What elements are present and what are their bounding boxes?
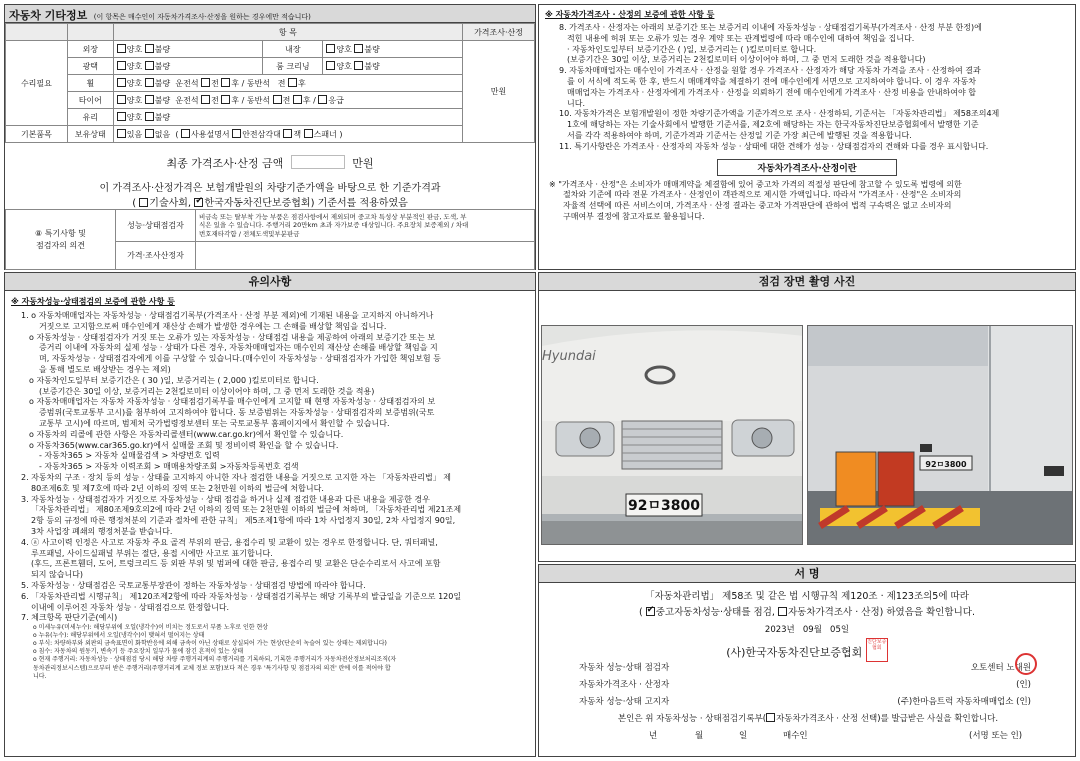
item-column-header: 항 목 bbox=[278, 27, 297, 37]
signer-value: (인) bbox=[1016, 680, 1031, 690]
basis-line-2: ( 기술사회, ✔ 한국자동차진단보증협회) 기준서를 적용하였음 bbox=[5, 194, 535, 209]
notice-line: ο 자동차인도일부터 보증기간은 ( 30 )일, 보증거리는 ( 2,000 )킬로미터로 합니다. bbox=[29, 375, 319, 385]
buyer-label: 매수인 bbox=[783, 731, 808, 741]
basic-items-label: 기본품목 bbox=[20, 129, 52, 139]
receipt-line: 본인은 위 자동차성능 · 상태점검기록부( 자동차가격조사 · 산정 선택)를 발급받은 사실을 확인합니다. bbox=[617, 714, 999, 724]
room-good-checkbox[interactable] bbox=[326, 61, 335, 70]
pg-line: 매매업자는 가격조사 · 산정자에게 가격조사 · 산정을 의뢰하기 전에 매수인에게 가격조사 · 산정 비용을 안내하여야 합 bbox=[567, 87, 976, 97]
other-info-header bbox=[5, 5, 535, 23]
notice-line: 1. ο 자동차매매업자는 자동차성능 · 상태점검기록부(가격조사 · 산정 부분 제외)에 기재된 내용을 고지하지 아니하거나 bbox=[21, 311, 434, 320]
price-checker-label: 가격·조사산정자 bbox=[127, 251, 184, 260]
signature-org bbox=[539, 638, 1075, 662]
notice-line: 2. 자동차의 구조 · 장치 등의 성능 · 상태를 고지하지 아니한 자나 점검한 내용을 거짓으로 고지한 자는 「자동차관리법」 제 bbox=[21, 472, 451, 482]
truck-front-photo bbox=[541, 325, 803, 545]
photo-section bbox=[538, 272, 1076, 562]
buyer-sign-field[interactable]: (서명 또는 인) bbox=[969, 731, 1023, 741]
gloss-good-checkbox[interactable] bbox=[117, 61, 126, 70]
notice-title: 유의사항 bbox=[5, 273, 535, 291]
glass-good-checkbox[interactable] bbox=[117, 112, 126, 121]
notice-line: ο 자동차성능 · 상태점검자가 거짓 또는 오류가 있는 자동차성능 · 상태점검 내용을 제공하여 아래의 보증기간 또는 보 bbox=[29, 332, 436, 342]
rear-plate-text: 92ㅁ3800 bbox=[925, 460, 967, 469]
basis-line-1: 이 가격조사·산정가격은 보험개발원의 차량기준가액을 바탕으로 한 기준가격과 bbox=[99, 183, 441, 194]
pg-line: 11. 특기사항란은 가격조사 · 산정자의 자동차 성능 · 상태에 대한 견해가 성능 · 상태점검자의 견해와 다를 경우 표시합니다. bbox=[559, 141, 989, 151]
interior-bad-checkbox[interactable] bbox=[354, 44, 363, 53]
row-holding: 보유상태 bbox=[74, 129, 106, 139]
pg-line: 9. 자동차매매업자는 매수인이 가격조사 · 산정을 원할 경우 가격조사 · 산정자가 해당 자동차 가격을 조사 · 산정하여 결과 bbox=[559, 66, 981, 76]
signer-value: (주)한마음트럭 자동차매매업소 (인) bbox=[897, 697, 1031, 707]
notice-line: 80조제6호 및 제7호에 따라 2년 이하의 징역 또는 2천만원 이하의 벌금에 처합니다. bbox=[31, 483, 324, 493]
price-column-header: 가격조사·산정 bbox=[474, 27, 523, 37]
pg-line: 8. 가격조사 · 산정자는 아래의 보증기간 또는 보증거리 이내에 자동차성능 · 상태점검기록부(가격조사 · 산정 부분 한정)에 bbox=[559, 23, 982, 32]
org-name: (사)한국자동차진단보증협회 bbox=[726, 646, 863, 659]
perf-note-3: 번호재타각함 / 전체도색및부분판금 bbox=[199, 229, 300, 238]
signer-value: 오토센터 노대원 bbox=[970, 663, 1031, 673]
glass-bad-checkbox[interactable] bbox=[145, 112, 154, 121]
notice-line: 3. 자동차성능 · 상태점검자가 거짓으로 자동차성능 · 상태 점검을 하거나 실제 점검한 내용과 다른 내용을 제공한 경우 bbox=[21, 494, 430, 504]
triangle-checkbox[interactable] bbox=[232, 129, 241, 138]
wheel-driver-rear-checkbox[interactable] bbox=[221, 78, 230, 87]
used-car-check-checkbox[interactable] bbox=[646, 607, 655, 616]
notice-line: 을 통해 별도로 배상받는 경우는 제외) bbox=[39, 364, 171, 374]
notice-line: 2항 등의 규정에 따른 행정처분의 기준과 절차에 관한 규칙」 제5조제1항에 따라 1차 사업정지 30일, 2차 사업정지 90일, bbox=[31, 516, 456, 526]
signer-label: 자동차 성능·상태 고지자 bbox=[579, 697, 670, 707]
tire-emergency-checkbox[interactable] bbox=[318, 95, 327, 104]
row-exterior: 외장 bbox=[82, 44, 99, 54]
gloss-bad-checkbox[interactable] bbox=[145, 61, 154, 70]
signer-label: 자동차가격조사 · 산정자 bbox=[579, 680, 670, 690]
price-guarantee-heading: ※ 자동차가격조사 · 산정의 보증에 관한 사항 등 bbox=[545, 10, 715, 19]
signer-row bbox=[579, 661, 1031, 673]
signature-date: 2023년 09월 05일 bbox=[764, 625, 850, 635]
truck-front-illustration bbox=[542, 326, 803, 545]
truck-rear-illustration bbox=[808, 326, 1073, 545]
signer-row bbox=[579, 678, 1031, 690]
wheel-driver-front-checkbox[interactable] bbox=[201, 78, 210, 87]
manual-checkbox[interactable] bbox=[181, 129, 190, 138]
signature-line-2: ( ✔중고자동차성능·상태를 점검, 자동차가격조사 · 산정) 하였음을 확인합니다. bbox=[539, 604, 1075, 618]
tire-passenger-rear-checkbox[interactable] bbox=[293, 95, 302, 104]
notice-line: 4. ⓐ 사고이력 인정은 사고로 자동차 주요 골격 부위의 판금, 용접수리 및 교환이 있는 경우로 한정합니다. 단, 쿼터패널, bbox=[21, 537, 438, 547]
perf-note-1: 비금속 또는 탈부착 가능 부품은 점검사항에서 제외되며 중고차 특성상 부분적인 판금, 도색, 부 bbox=[199, 213, 467, 222]
notice-line: - 자동차365 > 자동차 이력조회 > 매매용차량조회 >자동차등록번호 검색 bbox=[39, 462, 299, 472]
pg-line: 를 이 서식에 적도록 한 후, 반드시 매매계약을 체결하기 전에 매수인에게 서면으로 고지하여야 합니다. 이 경우 자동차 bbox=[567, 76, 976, 86]
receipt-price-checkbox[interactable] bbox=[766, 713, 775, 722]
notice-line: 증거리 이내에 자동차의 실제 성능 · 상태가 다른 경우, 자동차매매업자는 매수인의 재산상 손해를 배상할 책임을 지 bbox=[39, 343, 438, 353]
pg-line: 1호에 해당하는 자는 기술사회에서 발행한 기준서를, 제2호에 해당하는 자는 한국자동차진단보증협회에서 발행한 기준 bbox=[567, 120, 979, 130]
row-room-clean: 룸 크리닝 bbox=[276, 61, 310, 71]
front-plate-text: 92ㅁ3800 bbox=[628, 498, 700, 514]
row-glass: 유리 bbox=[82, 112, 99, 122]
pg-line: 니다. bbox=[567, 98, 585, 108]
check-criteria-list: ο 미세누유(미세누수): 해당부위에 오일(냉각수)이 비치는 정도로서 부품 노후로 인한 현상 ο 누유(누수): 해당부위에서 오일(냉각수)이 맺혀서 떨어지는 상태 ο 부식: 차량하부와 외판의 금속표면이 화학반응에 의해 금속이 아닌 상태로 상실되어 가는 현상(단순히 녹슬어 있는 상태는 제외합니다) ο 침수: 자동차의 원동기, 변속기 등 주요장치 일부가 물에 잠긴 흔적이 있는 상태 ο 현재 주행거리: 자동차성능 · 상태점검 당시 해당 차량 주행거리계의 주행거리를 기록하되, 기록한 주행거리가 자동차전산정보처리조직(자 동차관리정보시스템)으로부터 받은 주행거리(주행거리계 교체 정보 포함)보다 적은 경우 '특기사항 및 점검자의 의견' 란에 이를 적어야 합 니다. bbox=[33, 624, 397, 680]
wheel-passenger-rear-checkbox[interactable] bbox=[288, 78, 297, 87]
notice-heading: ※ 자동차성능·상태점검의 보증에 관한 사항 등 bbox=[11, 297, 175, 306]
wheel-good-checkbox[interactable] bbox=[117, 78, 126, 87]
special-notes-table bbox=[5, 209, 535, 270]
other-info-subtitle: (이 항목은 매수인이 자동차가격조사·산정을 원하는 경우에만 적습니다) bbox=[93, 13, 311, 21]
other-info-title: 자동차 기타정보 bbox=[9, 9, 88, 22]
spanner-checkbox[interactable] bbox=[304, 129, 313, 138]
holding-yes-checkbox[interactable] bbox=[117, 129, 126, 138]
notice-section bbox=[4, 272, 536, 757]
notice-line: 며, 자동차성능 · 상태점검자에게 이를 구상할 수 있습니다.(매수인이 자동차성능 · 상태점검자가 가입한 책임보험 등 bbox=[39, 354, 441, 364]
photo-title: 점검 장면 촬영 사진 bbox=[539, 273, 1075, 291]
other-info-table: 항 목 가격조사·산정 수리필요 외장 양호 불량 내장 양호 불량 만원 광택 양호 불량 룸 크리닝 양호 불량 휠 양호 불량 운전석 전 후 / 동반석 전 후 타이어 양호 불량 운전석 전 후 / 동반석 전 후 / 응급 유리 양호 불량 기본품목 보유상태 있음 없음 ( 사용설명서 안전삼각대 잭 스패너 ) bbox=[5, 23, 535, 143]
notice-line: 「자동차관리법」 제80조제9호의2에 따라 2년 이하의 징역 또는 2천만원 이하의 벌금에 처하며, 「자동차관리법 제21조제 bbox=[31, 505, 462, 515]
holding-no-checkbox[interactable] bbox=[145, 129, 154, 138]
signature-title: 서 명 bbox=[539, 565, 1075, 583]
perf-note-2: 식은 있을 수 있습니다. 주행거리 20만km 초과 자가보증 대상입니다. 주요장치 보증제외 / 차대 bbox=[199, 221, 469, 230]
notice-line: 거짓으로 고지함으로써 매수인에게 재산상 손해가 발생한 경우에는 그 손해를 배상할 책임을 집니다. bbox=[39, 321, 387, 331]
price-guarantee-section bbox=[538, 4, 1076, 270]
notice-line: ο 자동차365(www.car365.go.kr)에서 실매물 조회 및 정비이력 확인을 할 수 있습니다. bbox=[29, 440, 339, 450]
signature-line-1: 「자동차관리법」 제58조 및 같은 법 시행규칙 제120조 · 제123조의5에 따라 bbox=[645, 591, 969, 602]
price-definition-box-title: 자동차가격조사·산정이란 bbox=[717, 159, 897, 176]
pg-line: (보증기간은 30일 이상, 보증거리는 2천킬로미터 이상이어야 하며, 그 중 먼저 도래한 것을 적용합니다) bbox=[567, 55, 926, 65]
org-seal-icon: 진단보증협회 bbox=[866, 638, 888, 662]
wheel-bad-checkbox[interactable] bbox=[145, 78, 154, 87]
notice-line: 증범위(국토교통부 고시)를 첨부하여 고지하여야 합니다. 동 보증범위는 자동차성능 · 상태점검자의 보증범위(국토 bbox=[39, 408, 435, 418]
notice-line: - 자동차365 > 자동차 실매물검색 > 차량번호 입력 bbox=[39, 451, 220, 461]
price-check-checkbox[interactable] bbox=[778, 607, 787, 616]
basis-kadia-checkbox[interactable] bbox=[194, 198, 203, 207]
tire-passenger-front-checkbox[interactable] bbox=[273, 95, 282, 104]
notice-line: 3차 사업장 폐쇄의 행정처분을 받습니다. bbox=[31, 526, 173, 536]
interior-good-checkbox[interactable] bbox=[326, 44, 335, 53]
final-price-unit: 만원 bbox=[352, 157, 374, 170]
notice-line: (보증기간은 30일 이상, 보증거리는 2천킬로미터 이상이어야 하며, 그 중 먼저 도래한 것을 적용) bbox=[39, 386, 375, 396]
row-wheel: 휠 bbox=[86, 78, 95, 88]
repair-label: 수리필요 bbox=[20, 78, 52, 88]
final-price-input[interactable] bbox=[291, 155, 345, 169]
sign-year: 2023 bbox=[764, 625, 787, 635]
brand-text: Hyundai bbox=[542, 349, 596, 364]
basis-tech-checkbox[interactable] bbox=[139, 198, 148, 207]
exterior-good-checkbox[interactable] bbox=[117, 44, 126, 53]
jack-checkbox[interactable] bbox=[283, 129, 292, 138]
signature-section: 서 명 「자동차관리법」 제58조 및 같은 법 시행규칙 제120조 · 제123조의5에 따라 ( ✔중고자동차성능·상태를 점검, 자동차가격조사 · 산정) 하였음을 확인합니다. 2023년 09월 05일 (사)한국자동차진단보증협회 진단보증협회 자동차 성능·상태 점검자 오토센터 노대원 자동차가격조사 · 산정자 (인) 자동차 성능·상태 고지자 (주)한마음트럭 자동차매매업소 (인) 본인은 위 자동차성능 · 상태점검기록부( 자동차가격조사 · 산정 선택)를 발급받은 사실을 확인합니다. 년 월 일 매수인 (서명 또는 인) bbox=[538, 564, 1076, 757]
signer-label: 자동차 성능·상태 점검자 bbox=[579, 663, 670, 673]
notice-line: 되지 않습니다) bbox=[31, 570, 84, 580]
pg-line: 10. 자동차가격은 보험개발원이 정한 차량기준가액을 기준가격으로 조사 · 산정하되, 기준서는 「자동차관리법」 제58조의4제 bbox=[559, 109, 1000, 119]
row-gloss: 광택 bbox=[82, 61, 99, 71]
final-price-label: 최종 가격조사·산정 금액 bbox=[166, 157, 284, 170]
notice-line: 교통부 고시)에 따르며, 범제처 국가법령정보센터 또는 국토교통부 홈페이지에서 확인할 수 있습니다. bbox=[39, 418, 390, 428]
notice-line: 루프패널, 사이드실패널 부위는 절단, 용접 시에만 사고로 표기합니다. bbox=[31, 548, 273, 558]
notice-line: 5. 자동차성능 · 상태점검은 국토교통부장관이 정하는 자동차성능 · 상태점검 방법에 따라야 합니다. bbox=[21, 580, 366, 590]
notice-line: ο 자동차매매업자는 자동차 자동차성능 · 상태점검기록부를 매수인에게 고지할 때 현행 자동차성능 · 상태점검자의 보 bbox=[29, 397, 436, 407]
other-info-section bbox=[4, 4, 536, 270]
row-interior: 내장 bbox=[285, 44, 301, 54]
sign-month: 09 bbox=[802, 625, 814, 635]
truck-rear-photo bbox=[807, 325, 1073, 545]
notice-line: ο 자동차의 리콜에 관한 사항은 자동차리콜센터(www.car.go.kr)에서 확인할 수 있습니다. bbox=[29, 429, 344, 439]
tire-driver-front-checkbox[interactable] bbox=[201, 95, 210, 104]
seal-icon bbox=[1015, 653, 1037, 675]
row-tire: 타이어 bbox=[78, 95, 102, 105]
pg-line: · 자동차인도일부터 보증기간은 ( )일, 보증거리는 ( )킬로미터로 합니다. bbox=[567, 44, 817, 54]
notice-line: 6. 「자동차관리법 시행규칙」 제120조제2항에 따라 자동차성능 · 상태점검기록부는 해당 기록부의 발급일을 기준으로 120일 bbox=[21, 591, 462, 601]
perf-checker-label: 성능·상태점검자 bbox=[127, 221, 184, 230]
final-price-row bbox=[5, 155, 535, 175]
notice-line: 이내에 이루어진 자동차 성능 · 상태점검으로 한정합니다. bbox=[31, 602, 230, 612]
notice-line: (후드, 프론트휀더, 도어, 트렁크리드 등 외판 부위 및 범퍼에 대한 판금, 용접수리 및 교환은 단순수리로서 사고에 포함 bbox=[31, 559, 441, 569]
notice-body bbox=[5, 311, 535, 681]
special-label-2: 점검자의 의견 bbox=[36, 240, 85, 250]
price-value: 만원 bbox=[490, 87, 507, 96]
room-bad-checkbox[interactable] bbox=[354, 61, 363, 70]
tire-driver-rear-checkbox[interactable] bbox=[221, 95, 230, 104]
special-label-1: ⑧ 특기사항 및 bbox=[35, 229, 86, 239]
sign-day: 05 bbox=[830, 625, 841, 635]
price-guarantee-items bbox=[545, 23, 1069, 153]
tire-bad-checkbox[interactable] bbox=[145, 95, 154, 104]
tire-good-checkbox[interactable] bbox=[117, 95, 126, 104]
pg-line: 서를 각각 적용하여야 하며, 기준가격과 기준서는 산정일 기준 가장 최근에 발행된 것을 적용합니다. bbox=[567, 130, 912, 140]
exterior-bad-checkbox[interactable] bbox=[145, 44, 154, 53]
price-definition-text: ※ "가격조사 · 산정"은 소비자가 매매계약을 체결함에 있어 중고차 가격의 적절성 판단에 참고할 수 있도록 법령에 의한 절차와 기준에 따라 전문 가격조사 · 산정인이 객관적으로 제시한 가액입니다. 따라서 "가격조사 · 산정"은 소비자의 자율적 선택에 따른 서비스이며, 가격조사 · 산정 결과는 중고차 가격판단에 관하여 법적 구속력은 없고 소비자의 구매여부 결정에 참고자료로 활용됩니다. bbox=[549, 179, 962, 221]
notice-line: 7. 체크항목 판단기준(예시) bbox=[21, 613, 118, 623]
pg-line: 적힌 내용에 허위 또는 오류가 있는 경우 계약 또는 관계법령에 따라 매수인에 대하여 책임을 집니다. bbox=[567, 33, 915, 43]
signer-row bbox=[579, 695, 1031, 707]
